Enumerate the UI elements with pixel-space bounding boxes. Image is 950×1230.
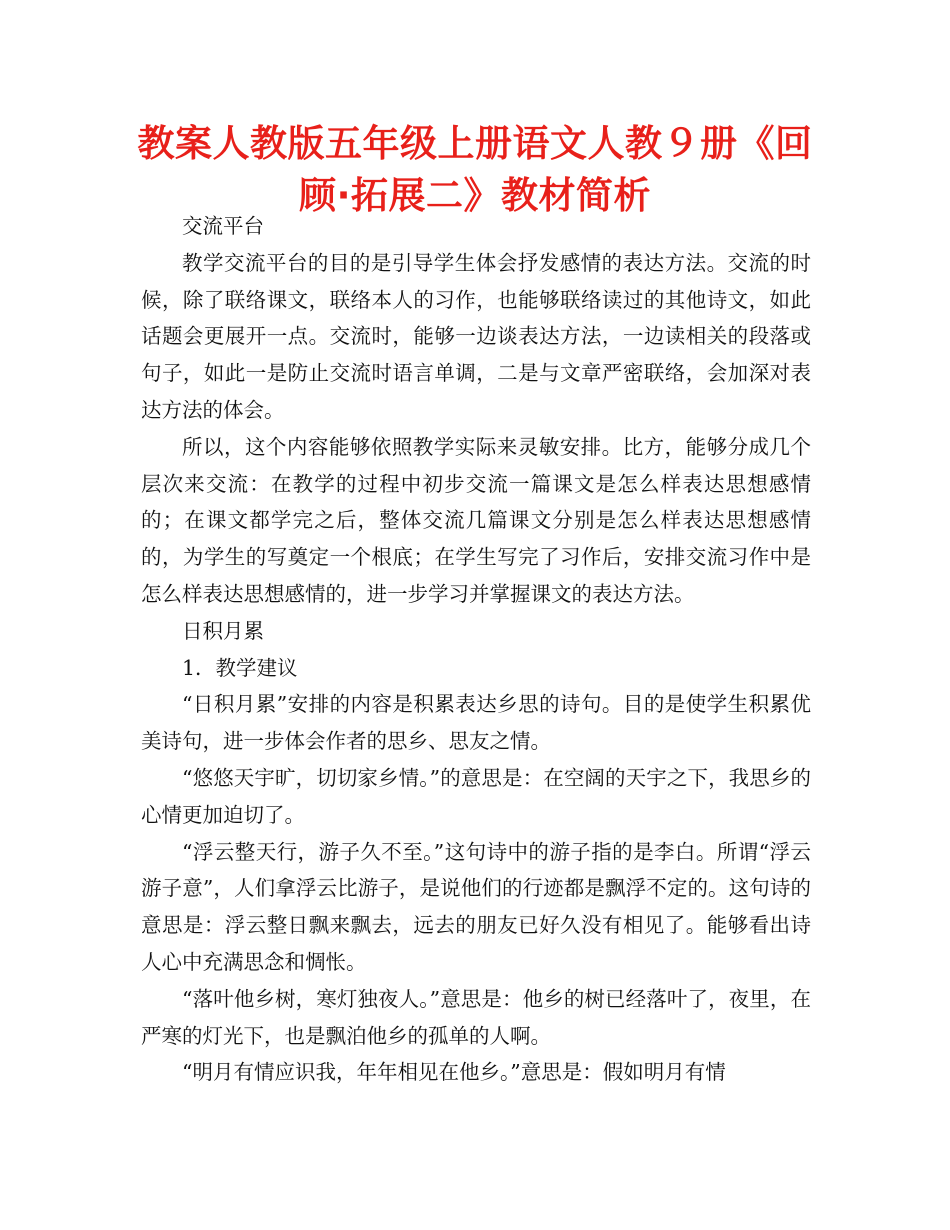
paragraph: “日积月累”安排的内容是积累表达乡思的诗句。目的是使学生积累优美诗句，进一步体会作者的思乡、思友之情。 [141,692,811,754]
document-title: 教案人教版五年级上册语文人教９册《回顾·拓展二》教材简析 [137,122,813,217]
paragraph: 所以，这个内容能够依照教学实际来灵敏安排。比方，能够分成几个层次来交流：在教学的过程中初步交流一篇课文是怎么样表达思想感情的；在课文都学完之后，整体交流几篇课文分别是怎么样表达思想感情的，为学生的写奠定一个根底；在学生写完了习作后，安排交流习作中是怎么样表达思想感情的，进一步学习并掌握课文的表达方法。 [141,434,811,606]
paragraph: “浮云整天行，游子久不至。”这句诗中的游子指的是李白。所谓“浮云游子意”，人们拿浮云比游子，是说他们的行迹都是飘浮不定的。这句诗的意思是：浮云整日飘来飘去，远去的朋友已好久没有相见了。能够看出诗人心中充满思念和惆怅。 [141,839,811,974]
subheading-teaching-suggestions: 1．教学建议 [182,655,298,680]
paragraph: “落叶他乡树，寒灯独夜人。”意思是：他乡的树已经落叶了，夜里，在严寒的灯光下，也是飘泊他乡的孤单的人啊。 [141,986,811,1048]
paragraph: “明月有情应识我，年年相见在他乡。”意思是：假如明月有情 [182,1060,726,1085]
section-heading-daily-accumulation: 日积月累 [182,618,264,643]
paragraph: “悠悠天宇旷，切切家乡情。”的意思是：在空阔的天宇之下，我思乡的心情更加迫切了。 [141,765,811,827]
document-body [141,208,811,1091]
paragraph: 教学交流平台的目的是引导学生体会抒发感情的表达方法。交流的时候，除了联络课文，联络本人的习作，也能够联络读过的其他诗文，如此话题会更展开一点。交流时，能够一边谈表达方法，一边读相关的段落或句子，如此一是防止交流时语言单调，二是与文章严密联络，会加深对表达方法的体会。 [141,250,811,422]
section-heading-exchange-platform: 交流平台 [182,214,264,238]
